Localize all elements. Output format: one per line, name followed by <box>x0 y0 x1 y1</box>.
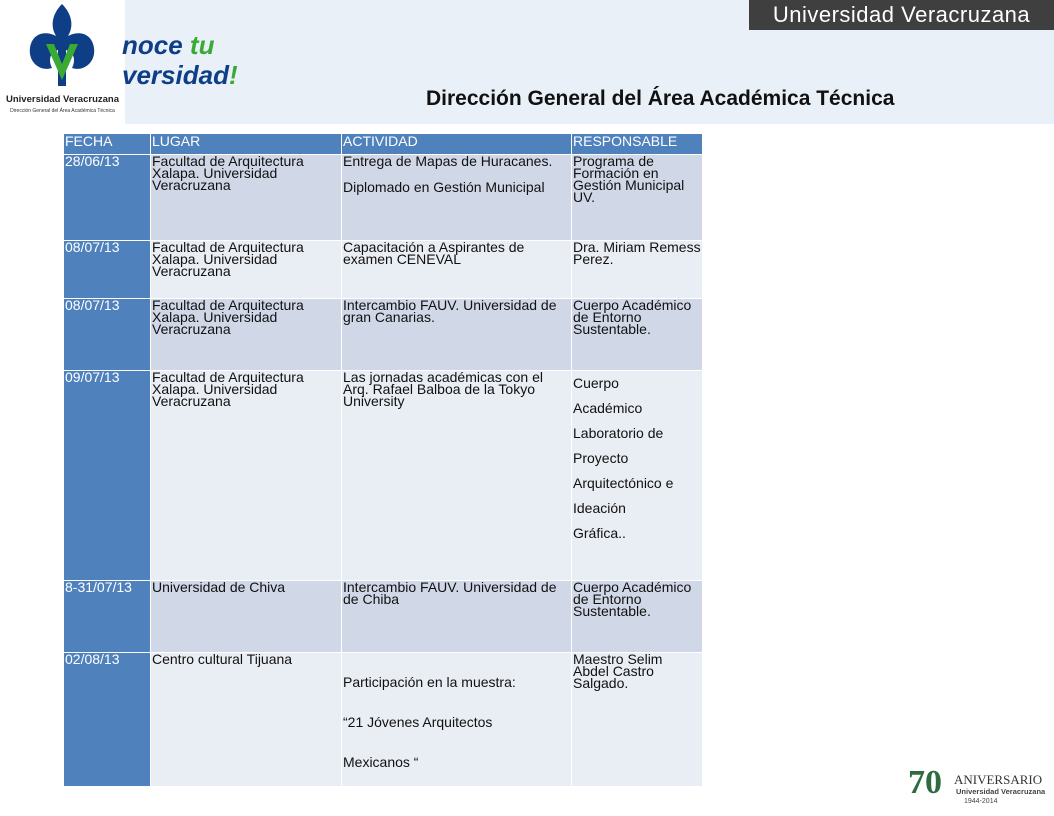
actividad-line: Mexicanos “ <box>343 754 419 770</box>
uv-emblem-icon <box>0 0 125 94</box>
actividad-line: Entrega de Mapas de Huracanes. <box>343 154 553 169</box>
table-row <box>64 581 703 653</box>
uv-logo <box>0 0 125 124</box>
logo-name: Universidad Veracruzana <box>6 94 119 105</box>
actividad-line: Participación en la muestra: <box>343 674 516 690</box>
cell-actividad: Las jornadas académicas con el Arq. Rafael Balboa de la Tokyo University <box>342 371 572 581</box>
cell-fecha: 28/06/13 <box>64 155 151 241</box>
header-responsable: RESPONSABLE <box>572 134 703 155</box>
table-row <box>64 241 703 299</box>
cell-responsable <box>572 371 703 581</box>
slogan <box>122 30 238 90</box>
cell-lugar: Facultad de Arquitectura Xalapa. Universidad Veracruzana <box>151 371 342 581</box>
cell-actividad <box>342 155 572 241</box>
table-row <box>64 299 703 371</box>
cell-responsable: Cuerpo Académico de Entorno Sustentable. <box>572 581 703 653</box>
cell-lugar: Facultad de Arquitectura Xalapa. Universidad Veracruzana <box>151 241 342 299</box>
slogan-exclamation: ! <box>228 60 238 90</box>
table-row <box>64 155 703 241</box>
cell-responsable: Programa de Formación en Gestión Municipal UV. <box>572 155 703 241</box>
anniversary-logo <box>904 764 1054 816</box>
header-lugar: LUGAR <box>151 134 342 155</box>
anniversary-years: 1944-2014 <box>964 798 998 805</box>
cell-fecha: 02/08/13 <box>64 653 151 787</box>
cell-fecha: 08/07/13 <box>64 299 151 371</box>
cell-fecha: 08/07/13 <box>64 241 151 299</box>
responsable-line: Gráfica.. <box>573 525 626 541</box>
page-title: Dirección General del Área Académica Técnica <box>426 87 895 110</box>
header-fecha: FECHA <box>64 134 151 155</box>
cell-responsable: Maestro Selim Abdel Castro Salgado. <box>572 653 703 787</box>
cell-actividad <box>342 653 572 787</box>
actividad-line: Diplomado en Gestión Municipal <box>343 179 545 195</box>
brand-bar: Universidad Veracruzana <box>749 0 1054 30</box>
activities-table <box>63 133 703 787</box>
cell-actividad: Intercambio FAUV. Universidad de de Chiba <box>342 581 572 653</box>
responsable-line: Arquitectónico e <box>573 475 674 491</box>
slogan-line1: noce <box>122 30 190 60</box>
slogan-tu: tu <box>189 30 215 60</box>
cell-lugar: Facultad de Arquitectura Xalapa. Universidad Veracruzana <box>151 155 342 241</box>
cell-lugar: Universidad de Chiva <box>151 581 342 653</box>
table-header-row <box>64 134 703 155</box>
cell-fecha: 8-31/07/13 <box>64 581 151 653</box>
table-row <box>64 371 703 581</box>
cell-lugar: Centro cultural Tijuana <box>151 653 342 787</box>
cell-lugar: Facultad de Arquitectura Xalapa. Universidad Veracruzana <box>151 299 342 371</box>
cell-actividad: Capacitación a Aspirantes de examen CENEVAL <box>342 241 572 299</box>
header-actividad: ACTIVIDAD <box>342 134 572 155</box>
responsable-line: Laboratorio de <box>573 425 664 441</box>
cell-actividad: Intercambio FAUV. Universidad de gran Canarias. <box>342 299 572 371</box>
anniversary-university: Universidad Veracruzana <box>956 787 1046 796</box>
cell-responsable: Dra. Miriam Remess Perez. <box>572 241 703 299</box>
table-row <box>64 653 703 787</box>
actividad-line: “21 Jóvenes Arquitectos <box>343 714 493 730</box>
logo-subtitle: Dirección General del Área Académica Técnica <box>10 108 115 114</box>
cell-fecha: 09/07/13 <box>64 371 151 581</box>
anniversary-number: 70 <box>908 764 942 801</box>
responsable-line: Ideación <box>573 500 626 516</box>
slogan-line2: versidad <box>122 60 229 90</box>
header-banner <box>0 0 1054 124</box>
responsable-line: Cuerpo <box>573 375 619 391</box>
responsable-line: Proyecto <box>573 450 629 466</box>
anniversary-word: ANIVERSARIO <box>954 772 1043 787</box>
cell-responsable: Cuerpo Académico de Entorno Sustentable. <box>572 299 703 371</box>
responsable-line: Académico <box>573 400 643 416</box>
